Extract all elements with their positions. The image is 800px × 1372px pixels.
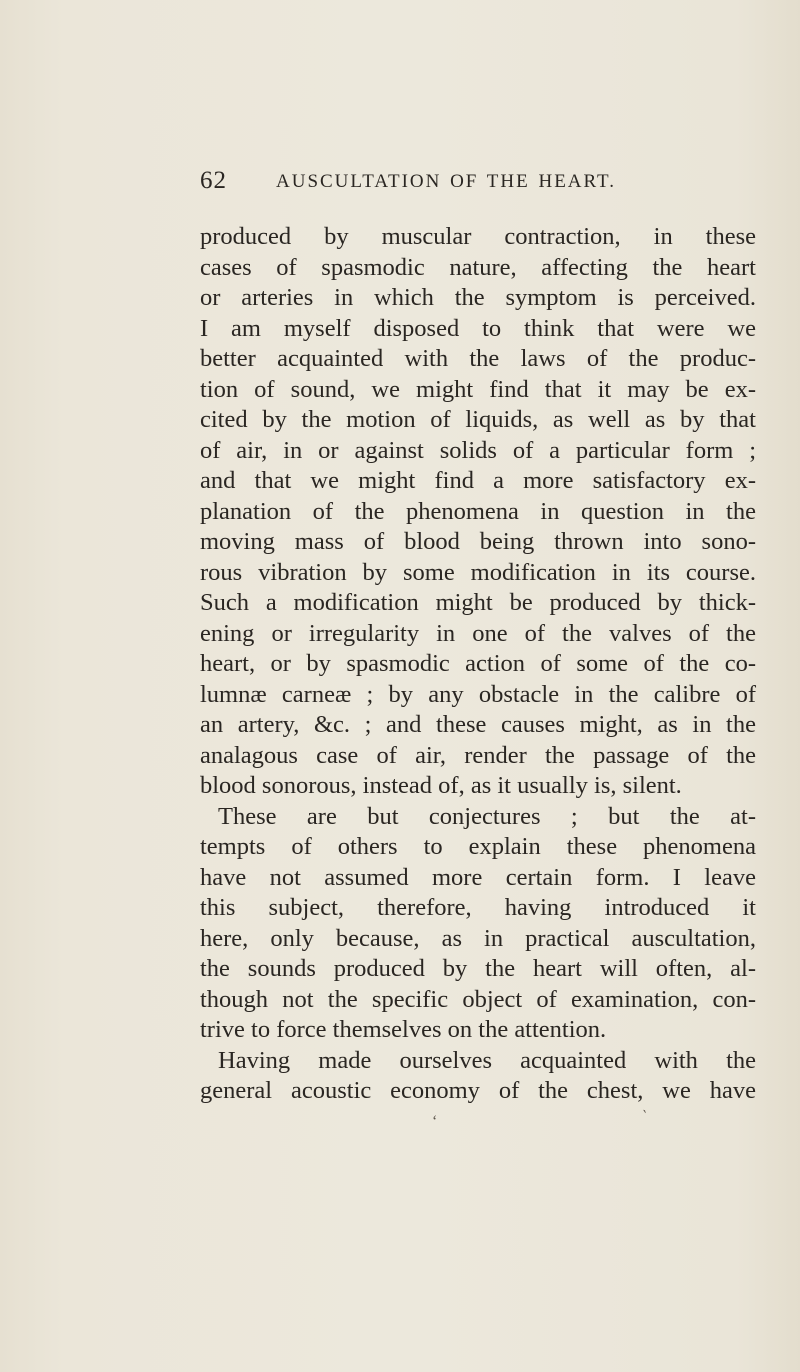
text-line: or arteries in which the symptom is perceived.	[200, 284, 756, 311]
text-line: lumnæ carneæ ; by any obstacle in the calibre of	[200, 680, 756, 708]
text-line: planation of the phenomena in question in the	[200, 497, 756, 525]
text-line: trive to force themselves on the attention.	[200, 1016, 607, 1043]
text-line: heart, or by spasmodic action of some of the co-	[200, 650, 756, 677]
text-line: and that we might find a more satisfactory ex-	[200, 467, 756, 494]
ink-speck: ‘	[432, 1113, 438, 1130]
text-line: ening or irregularity in one of the valves of the	[200, 619, 756, 647]
body-text	[200, 222, 756, 1107]
running-head: AUSCULTATION OF THE HEART.	[276, 171, 616, 192]
page-number: 62	[200, 167, 227, 194]
text-line: I am myself disposed to think that were we	[200, 314, 756, 342]
page-header	[200, 167, 760, 197]
text-line: general acoustic economy of the chest, we have	[200, 1077, 756, 1104]
text-line: produced by muscular contraction, in these	[200, 223, 756, 250]
text-line: tion of sound, we might find that it may be ex-	[200, 375, 756, 403]
text-line: of air, in or against solids of a particular form ;	[200, 436, 756, 464]
text-line: here, only because, as in practical auscultation,	[200, 924, 756, 952]
text-line: though not the specific object of examination, con-	[200, 985, 756, 1013]
text-line: cases of spasmodic nature, affecting the heart	[200, 253, 756, 281]
text-line: Having made ourselves acquainted with the	[218, 1046, 756, 1074]
text-line: the sounds produced by the heart will often, al-	[200, 955, 756, 982]
text-line: moving mass of blood being thrown into sono-	[200, 528, 756, 555]
text-line: Such a modification might be produced by thick-	[200, 589, 756, 616]
text-line: These are but conjectures ; but the at-	[218, 802, 756, 830]
text-line: better acquainted with the laws of the produc-	[200, 345, 756, 372]
text-line: have not assumed more certain form. I leave	[200, 863, 756, 891]
text-line: rous vibration by some modification in its course.	[200, 558, 756, 586]
text-line: this subject, therefore, having introduced it	[200, 894, 756, 921]
text-line: an artery, &c. ; and these causes might, as in the	[200, 711, 756, 738]
text-line: cited by the motion of liquids, as well as by that	[200, 406, 756, 433]
text-line: analagous case of air, render the passage of the	[200, 741, 756, 769]
text-line: blood sonorous, instead of, as it usually is, silent.	[200, 772, 682, 799]
text-line: tempts of others to explain these phenomena	[200, 833, 756, 860]
ink-speck: `	[637, 1107, 649, 1126]
